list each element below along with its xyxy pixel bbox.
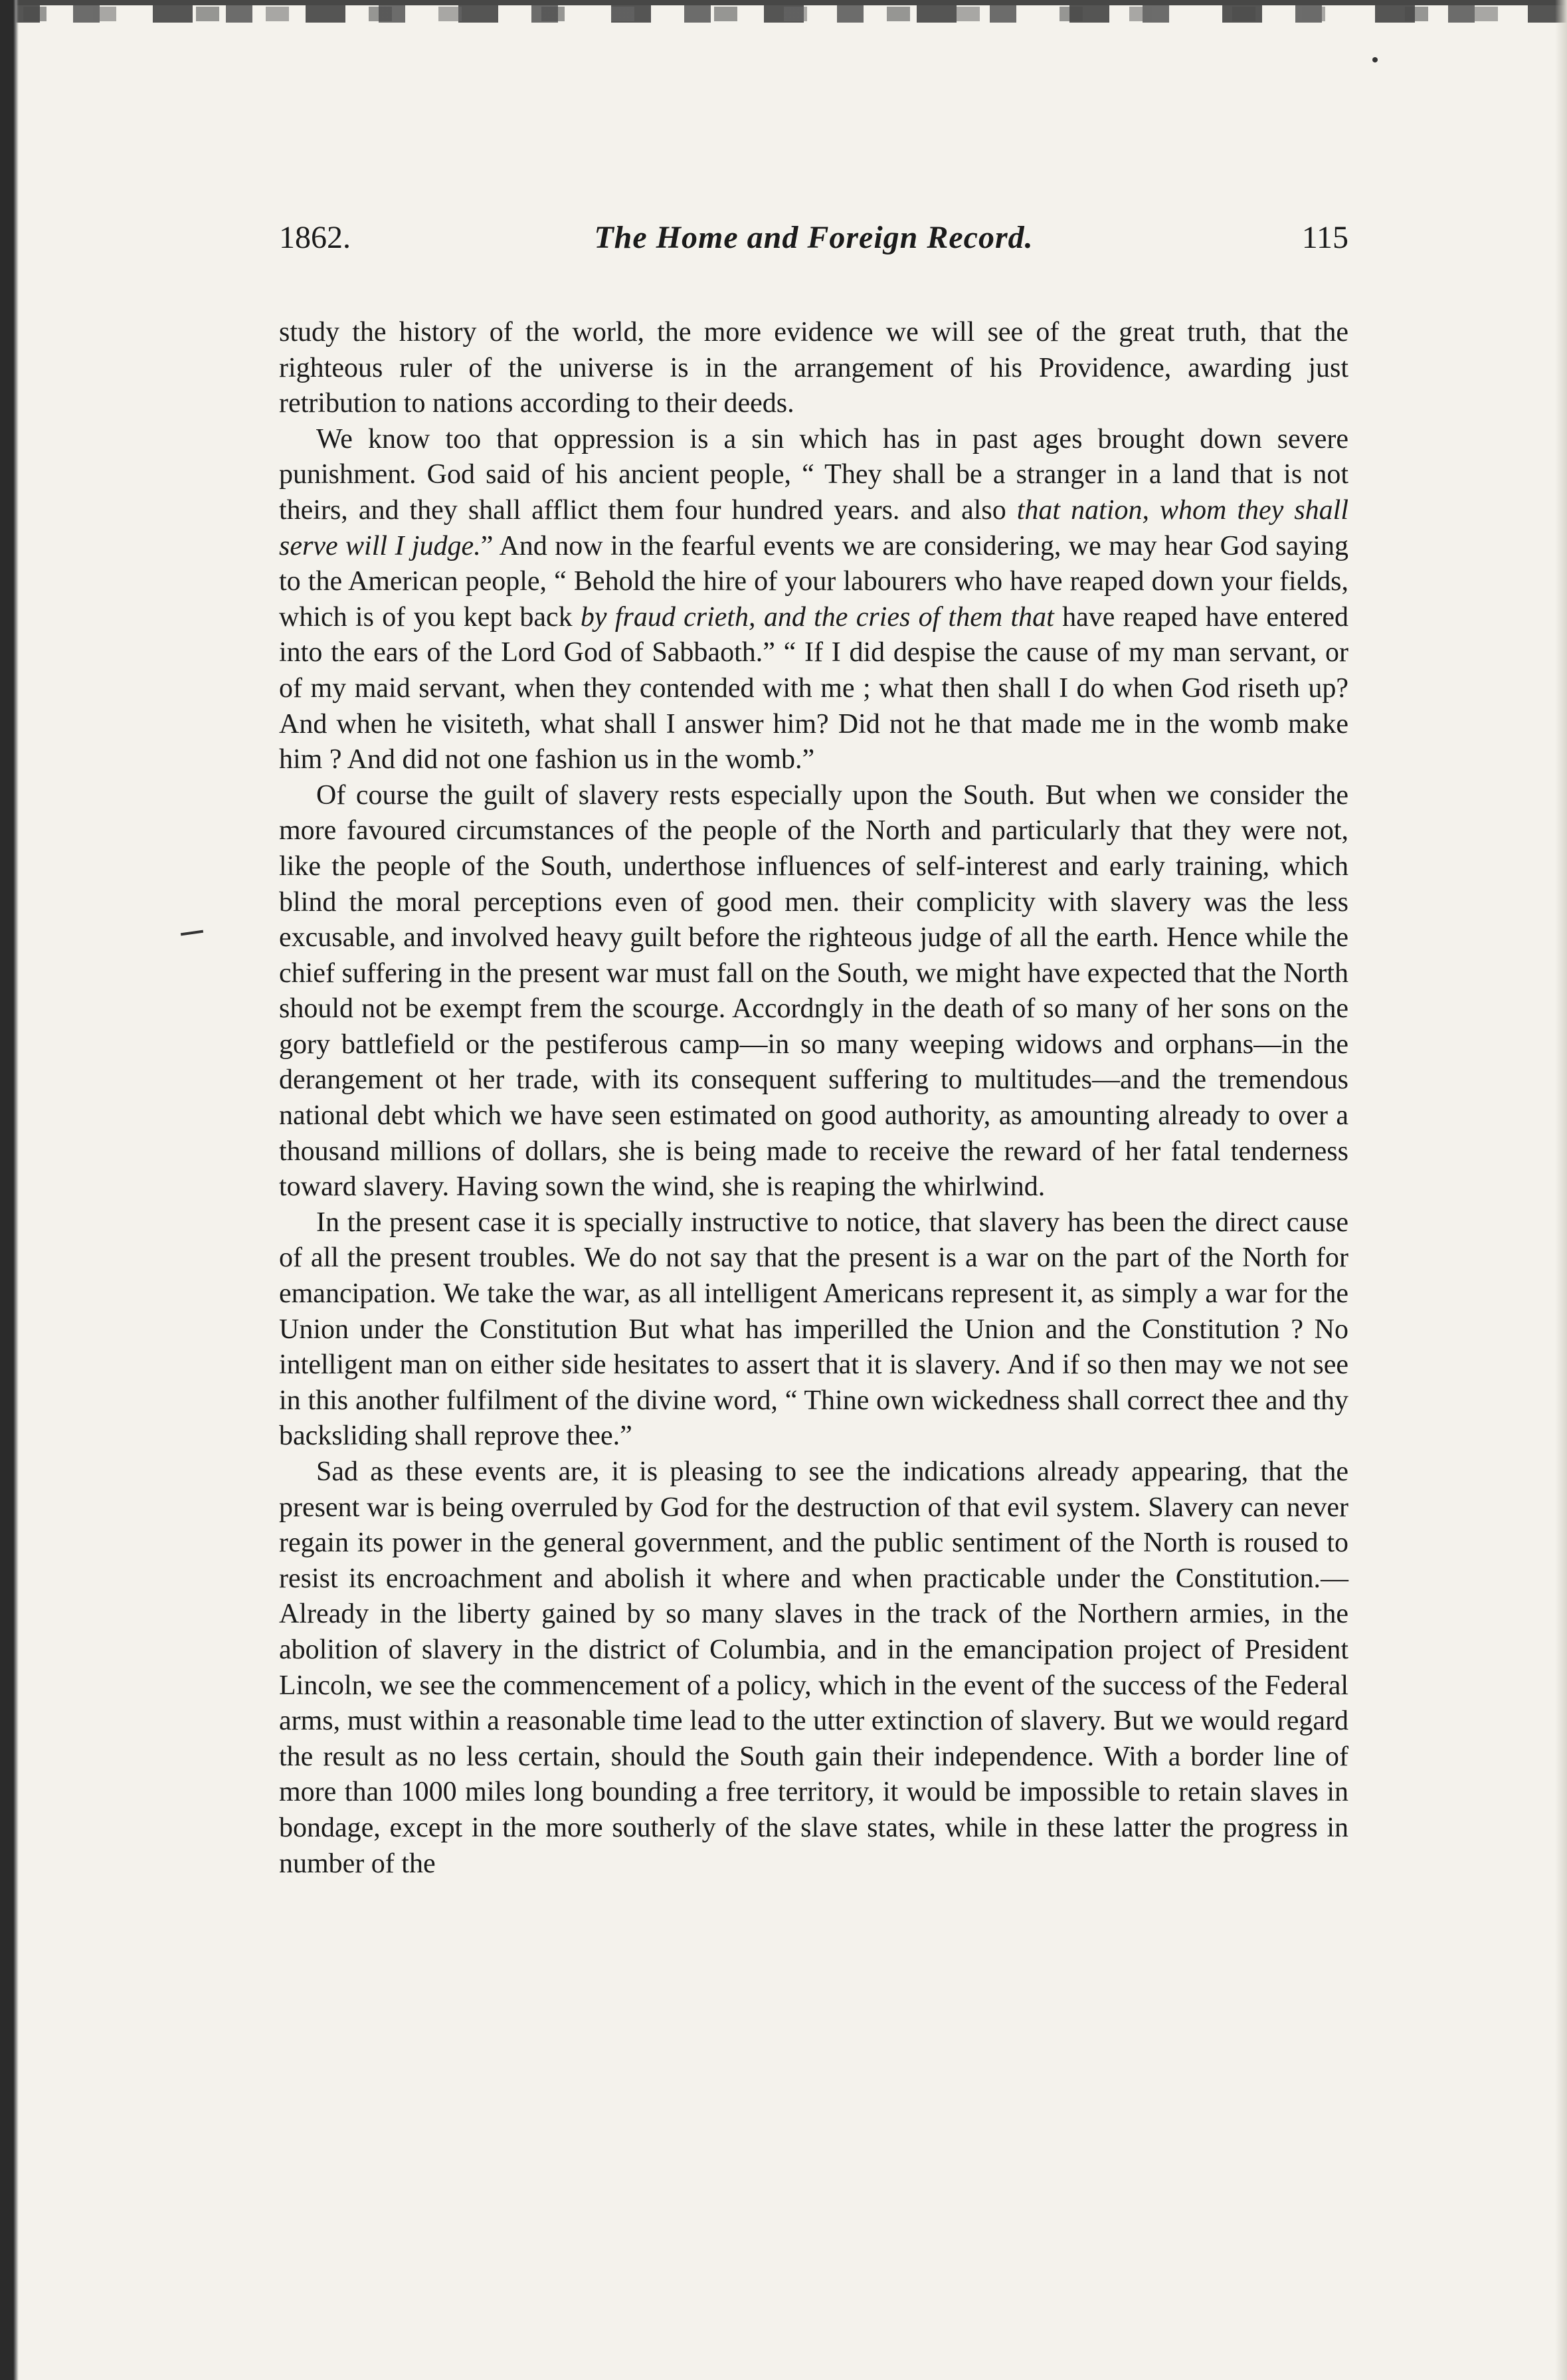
paragraph-2-text-c: have reaped have entered into the ears of the Lord God of Sabbaoth.” “ If I did despise the cause of my man servant, or of my maid servant, when they contended with me ; what then shall I do when God riseth up? And when he visiteth, what shall I answer him? Did not he that made me in the womb make him ? And did not one fashion us in the womb.”	[279, 601, 1348, 775]
paragraph-2-text-b: ” And now in the fearful events we are considering, we may hear God saying to the American people, “ Behold the hire of your labourers who have reaped down your fields, which is of you kept back	[279, 530, 1348, 633]
header-year: 1862.	[279, 220, 351, 255]
paragraph-1: study the history of the world, the more evidence we will see of the great truth, that the righteous ruler of the universe is in the arrangement of his Providence, awarding just retribution to nations according to their deeds.	[279, 317, 1348, 419]
binding-edge	[0, 0, 19, 2380]
right-edge-shade	[1555, 0, 1567, 2380]
paragraph-2-italic-2: by fraud crieth, and the cries of them that	[580, 601, 1054, 633]
journal-title: The Home and Foreign Record.	[594, 220, 1034, 255]
paragraph-2-italic-1: that nation, whom they shall serve will I judge.	[279, 494, 1348, 561]
top-edge-scan-artifact-2	[0, 7, 1567, 21]
paragraph-2	[279, 422, 1348, 778]
article-body	[279, 315, 1348, 1882]
running-head	[279, 219, 1348, 272]
paragraph-4: In the present case it is specially instructive to notice, that slavery has been the direct cause of all the present troubles. We do not say that the present is a war on the part of the North for emancipation. We take the war, as all intelligent Americans represent it, as simply a war for the Union under the Constitution But what has imperilled the Union and the Constitution ? No intelligent man on either side hesitates to assert that it is slavery. And if so then may we not see in this another fulfilment of the divine word, “ Thine own wickedness shall correct thee and thy backsliding shall reprove thee.”	[279, 1207, 1348, 1452]
page-number: 115	[1301, 220, 1348, 255]
page	[279, 219, 1348, 1882]
paragraph-3: Of course the guilt of slavery rests especially upon the South. But when we consider the more favoured circumstances of the people of the North and particularly that they were not, like the people of the South, underthose influences of self-interest and early training, which blind the moral perceptions even of good men. their complicity with slavery was the less excusable, and involved heavy guilt before the righteous judge of all the earth. Hence while the chief suffering in the present war must fall on the South, we might have expected that the North should not be exempt frem the scourge. Accordngly in the death of so many of her sons on the gory battlefield or the pestiferous camp—in so many weeping widows and orphans—in the derangement ot her trade, with its consequent suffering to multitudes—and the tremendous national debt which we have seen estimated on good authority, as amounting already to over a thousand millions of dollars, she is being made to receive the reward of her fatal tenderness toward slavery. Having sown the wind, she is reaping the whirlwind.	[279, 779, 1348, 1203]
paragraph-5: Sad as these events are, it is pleasing to see the indications already appearing, that the present war is being overruled by God for the destruction of that evil system. Slavery can never regain its power in the general government, and the public sentiment of the North is roused to resist its encroachment and abolish it where and when practicable under the Constitution.— Already in the liberty gained by so many slaves in the track of the Northern armies, in the abolition of slavery in the district of Columbia, and in the emancipation project of President Lincoln, we see the commencement of a policy, which in the event of the success of the Federal arms, must within a reasonable time lead to the utter extinction of slavery. But we would regard the result as no less certain, should the South gain their independence. With a border line of more than 1000 miles long bounding a free territory, it would be impossible to retain slaves in bondage, except in the more southerly of the slave states, while in these latter the progress in number of the	[279, 1456, 1348, 1879]
margin-dot	[1372, 57, 1378, 62]
paragraph-2-text-a: We know too that oppression is a sin which has in past ages brought down severe punishment. God said of his ancient people, “ They shall be a stranger in a land that is not theirs, and they shall afflict them four hundred years. and also	[279, 423, 1348, 526]
margin-mark	[181, 930, 203, 936]
